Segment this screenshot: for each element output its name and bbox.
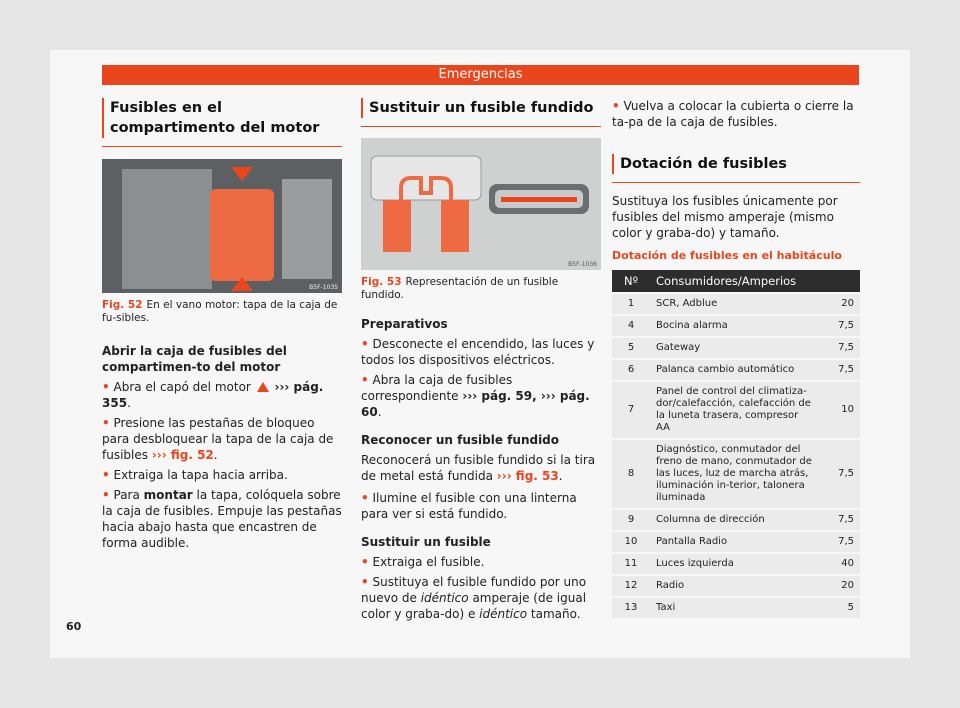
warning-icon [257,382,269,392]
fuse-number: 8 [612,440,650,508]
step-substitute: • Sustituya el fusible fundido por uno nuevo de idéntico amperaje (de igual color y graba-do) e idéntico tamaño. [361,575,587,621]
table-row [612,382,860,438]
fuse-consumer: Panel de control del climatiza-dor/calefacción, calefacción de la luneta trasera, compresor AA [650,382,820,438]
fuse-amperage: 7,5 [820,440,860,508]
section-heading: Sustituir un fusible fundido [361,98,601,118]
fuse-number: 4 [612,316,650,336]
fuse-amperage: 10 [820,382,860,438]
recognize-text: Reconocerá un fusible fundido si la tira de metal está fundida ››› fig. 53. [361,453,596,483]
figure-link[interactable]: ››› fig. 53 [496,469,559,483]
fuse-amperage: 7,5 [820,532,860,552]
figure-caption-text: En el vano motor: tapa de la caja de fu-sibles. [102,299,338,324]
step-illuminate: • Ilumine el fusible con una linterna para ver si está fundido. [361,491,577,521]
fuse-number: 11 [612,554,650,574]
arrow-down-icon [231,167,253,181]
column-fuse-assignment [612,98,860,620]
page-number: 60 [66,620,82,633]
fuse-number: 9 [612,510,650,530]
figure-caption-text: Representación de un fusible fundido. [361,276,559,301]
fuse-amperage: 7,5 [820,338,860,358]
table-header-row [612,270,860,292]
fuse-number: 7 [612,382,650,438]
fuse-amperage: 7,5 [820,360,860,380]
figure-code: B5F-1036 [568,261,597,268]
section-heading: Dotación de fusibles [612,154,860,174]
step-mount-cover: • Para montar la tapa, colóquela sobre la caja de fusibles. Empuje las pestañas hacia abajo hasta que encastren de forma audible. [102,488,342,550]
fuse-number: 6 [612,360,650,380]
fuse-consumer: Bocina alarma [650,316,820,336]
table-title: Dotación de fusibles en el habitáculo [612,249,842,262]
step-replace-cover: • Vuelva a colocar la cubierta o cierre la ta-pa de la caja de fusibles. [612,99,854,129]
fuse-amperage: 20 [820,294,860,314]
table-row [612,360,860,380]
heading-rule [361,126,601,127]
blown-fuse-illustration [361,138,601,270]
heading-rule [102,146,342,147]
intro-text: Sustituya los fusibles únicamente por fusibles del mismo amperaje (mismo color y graba-do) y tamaño. [612,194,838,240]
heading-rule [612,182,860,183]
step-switch-off: • Desconecte el encendido, las luces y todos los dispositivos eléctricos. [361,337,595,367]
page-link[interactable]: ››› pág. 355 [102,380,324,410]
table-row [612,532,860,552]
fuse-consumer: Radio [650,576,820,596]
fuse-table [612,268,860,620]
engine-bay-panel [122,169,212,289]
fuse-amperage: 7,5 [820,316,860,336]
step-press-tabs: • Presione las pestañas de bloqueo para desbloquear la tapa de la caja de fusibles ››› fig. 52. [102,416,334,462]
fuse-box-cover [210,189,274,281]
subheading-replace: Sustituir un fusible [361,535,491,549]
figure-number: Fig. 53 [361,276,402,288]
fuse-consumer: Taxi [650,598,820,618]
chapter-header: Emergencias [102,65,859,85]
fuse-consumer: Gateway [650,338,820,358]
figure-number: Fig. 52 [102,299,143,311]
fuse-consumer: Diagnóstico, conmutador del freno de mano, conmutador de las luces, luz de marcha atrás, iluminación in-terior, talonera iluminada [650,440,820,508]
fuse-amperage: 20 [820,576,860,596]
column-fuses-engine [102,98,342,551]
table-row [612,316,860,336]
section-heading: Fusibles en el compartimento del motor [102,98,342,138]
fuse-consumer: Pantalla Radio [650,532,820,552]
table-row [612,554,860,574]
page-link[interactable]: ››› pág. 59, ››› pág. 60 [361,389,590,419]
fuse-consumer: SCR, Adblue [650,294,820,314]
column-header-number: Nº [612,270,650,292]
step-remove-cover: • Extraiga la tapa hacia arriba. [102,468,288,482]
figure-caption [102,299,342,325]
table-row [612,294,860,314]
column-replace-fuse [361,98,601,622]
step-open-fuse-box: • Abra la caja de fusibles correspondiente ››› pág. 59, ››› pág. 60. [361,373,590,419]
fuse-number: 12 [612,576,650,596]
table-row [612,510,860,530]
fuse-number: 5 [612,338,650,358]
figure-caption [361,276,601,302]
subheading-recognize: Reconocer un fusible fundido [361,433,560,447]
fuse-number: 1 [612,294,650,314]
fuse-consumer: Palanca cambio automático [650,360,820,380]
step-extract: • Extraiga el fusible. [361,555,485,569]
figure-code: B5F-1035 [309,284,338,291]
engine-fuse-box-figure [102,159,342,293]
step-open-hood: • Abra el capó del motor ››› pág. 355. [102,380,324,410]
table-row [612,598,860,618]
subheading-open-box: Abrir la caja de fusibles del compartimen-to del motor [102,344,287,374]
subheading-preparations: Preparativos [361,317,448,331]
fuse-consumer: Luces izquierda [650,554,820,574]
fuse-number: 10 [612,532,650,552]
fuse-amperage: 40 [820,554,860,574]
fuse-number: 13 [612,598,650,618]
figure-link[interactable]: ››› fig. 52 [151,448,214,462]
column-header-consumers: Consumidores/Amperios [650,270,860,292]
blown-fuse-figure [361,138,601,270]
fuse-amperage: 7,5 [820,510,860,530]
arrow-up-icon [231,277,253,291]
table-row [612,576,860,596]
fuse-consumer: Columna de dirección [650,510,820,530]
table-row [612,440,860,508]
fuse-amperage: 5 [820,598,860,618]
engine-bay-bracket [282,179,332,279]
table-row [612,338,860,358]
